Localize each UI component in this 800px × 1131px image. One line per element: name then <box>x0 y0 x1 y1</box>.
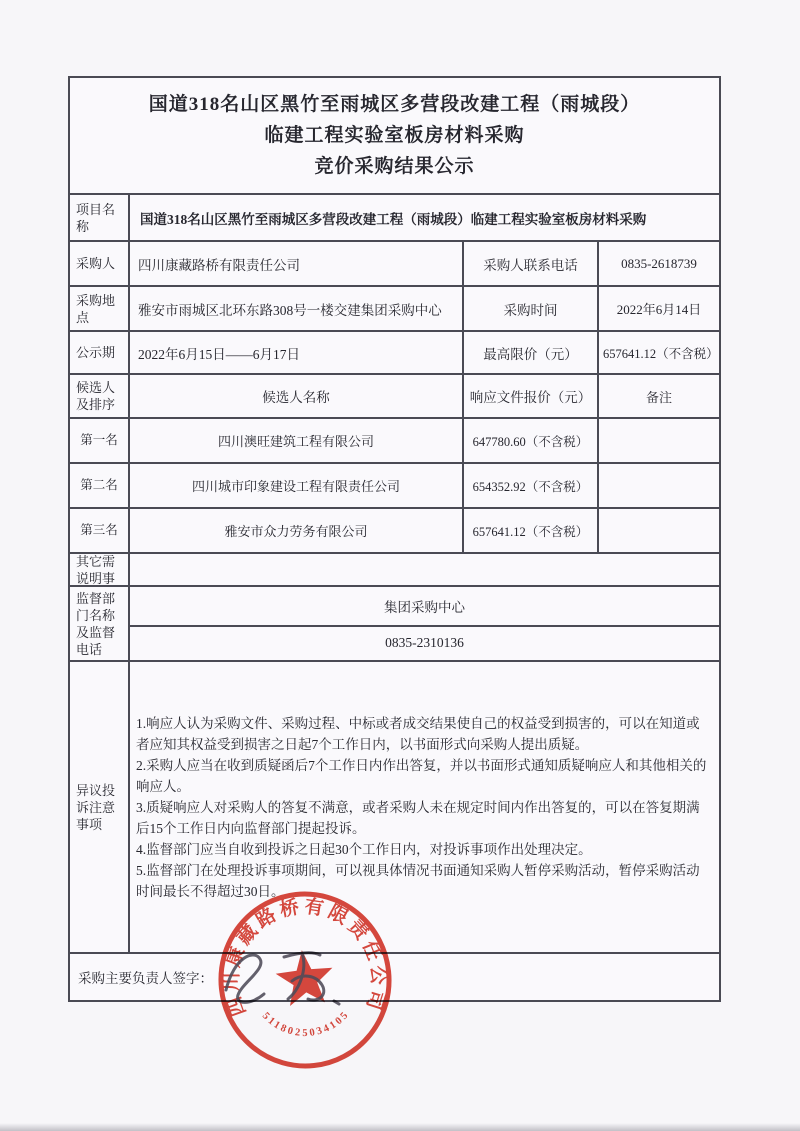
supervision-label: 监督部门名称及监督电话 <box>70 587 130 660</box>
publicity-period-label: 公示期 <box>70 332 130 373</box>
objection-item-4: 4.监督部门应当自收到投诉之日起30个工作日内，对投诉事项作出处理决定。 <box>136 841 592 857</box>
purchase-time-value: 2022年6月14日 <box>616 302 702 317</box>
candidate-2-name: 四川城市印象建设工程有限责任公司 <box>130 464 464 507</box>
location-value: 雅安市雨城区北环东路308号一楼交建集团采购中心 <box>130 287 464 330</box>
purchaser-phone-label: 采购人联系电话 <box>464 242 599 285</box>
max-price-value: 657641.12（不含税） <box>603 346 719 361</box>
candidate-1-rank: 第一名 <box>70 419 130 462</box>
candidate-3-price: 657641.12（不含税） <box>464 509 599 552</box>
title-line-3: 竞价采购结果公示 <box>314 156 475 177</box>
candidate-3-remark <box>599 509 719 552</box>
signature-label: 采购主要负责人签字： <box>78 971 213 986</box>
stamp-and-signature-overlay <box>200 885 410 1077</box>
other-notes-value <box>130 554 719 585</box>
objection-label: 异议投诉注意事项 <box>70 662 130 952</box>
row-other-notes <box>70 552 719 585</box>
objection-item-3: 3.质疑响应人对采购人的答复不满意，或者采购人未在规定时间内作出答复的，可以在答复期满后15个工作日内向监督部门提起投诉。 <box>136 799 700 836</box>
candidate-1-price: 647780.60（不含税） <box>464 419 599 462</box>
table-row-candidate-3 <box>70 507 719 552</box>
title-line-2: 临建工程实验室板房材料采购 <box>264 125 525 146</box>
row-purchaser <box>70 240 719 285</box>
row-location <box>70 285 719 330</box>
table-row-candidate-2 <box>70 462 719 507</box>
row-publicity-period <box>70 330 719 373</box>
procurement-result-table <box>68 76 721 1002</box>
project-name-value: 国道318名山区黑竹至雨城区多营段改建工程（雨城段）临建工程实验室板房材料采购 <box>140 211 647 227</box>
candidate-1-name: 四川澳旺建筑工程有限公司 <box>130 419 464 462</box>
objection-item-2: 2.采购人应当在收到质疑函后7个工作日内作出答复，并以书面形式通知质疑响应人和其他相关的响应人。 <box>136 757 707 794</box>
candidate-3-name: 雅安市众力劳务有限公司 <box>130 509 464 552</box>
scan-edge-shadow <box>0 1123 800 1131</box>
title-line-1: 国道318名山区黑竹至雨城区多营段改建工程（雨城段） <box>148 94 641 115</box>
candidates-name-header: 候选人名称 <box>130 375 464 417</box>
seal-company-text: 四川康藏路桥有限责任公司 <box>221 896 389 1019</box>
supervision-values <box>130 587 719 660</box>
project-name-label: 项目名称 <box>70 195 130 240</box>
company-seal-stamp <box>212 886 399 1075</box>
max-price-label: 最高限价（元） <box>464 332 599 373</box>
supervision-dept: 集团采购中心 <box>384 599 465 615</box>
candidate-3-rank: 第三名 <box>70 509 130 552</box>
candidate-1-remark <box>599 419 719 462</box>
seal-number-text: 5118025034105 <box>259 1008 353 1040</box>
row-candidates-header <box>70 373 719 417</box>
purchase-time-label: 采购时间 <box>464 287 599 330</box>
location-label: 采购地点 <box>70 287 130 330</box>
candidate-2-price: 654352.92（不含税） <box>464 464 599 507</box>
row-supervision <box>70 585 719 660</box>
document-title <box>70 78 719 193</box>
table-row-candidate-1 <box>70 417 719 462</box>
row-project-name <box>70 193 719 240</box>
purchaser-value: 四川康藏路桥有限责任公司 <box>130 242 464 285</box>
candidate-2-remark <box>599 464 719 507</box>
candidates-price-header: 响应文件报价（元） <box>464 375 599 417</box>
publicity-period-value: 2022年6月15日——6月17日 <box>130 332 464 373</box>
objection-item-1: 1.响应人认为采购文件、采购过程、中标或者成交结果使自己的权益受到损害的，可以在知道或者应知其权益受到损害之日起7个工作日内，以书面形式向采购人提出质疑。 <box>136 715 700 752</box>
purchaser-phone-value: 0835-2618739 <box>621 255 697 271</box>
objection-item-5: 5.监督部门在处理投诉事项期间，可以视具体情况书面通知采购人暂停采购活动，暂停采购活动时间最长不得超过30日。 <box>136 862 700 899</box>
candidate-2-rank: 第二名 <box>70 464 130 507</box>
candidates-remark-header: 备注 <box>645 389 672 405</box>
other-notes-label: 其它需说明事 <box>70 554 130 585</box>
candidates-rank-header: 候选人及排序 <box>70 375 130 417</box>
supervision-phone: 0835-2310136 <box>130 625 719 660</box>
purchaser-label: 采购人 <box>70 242 130 285</box>
